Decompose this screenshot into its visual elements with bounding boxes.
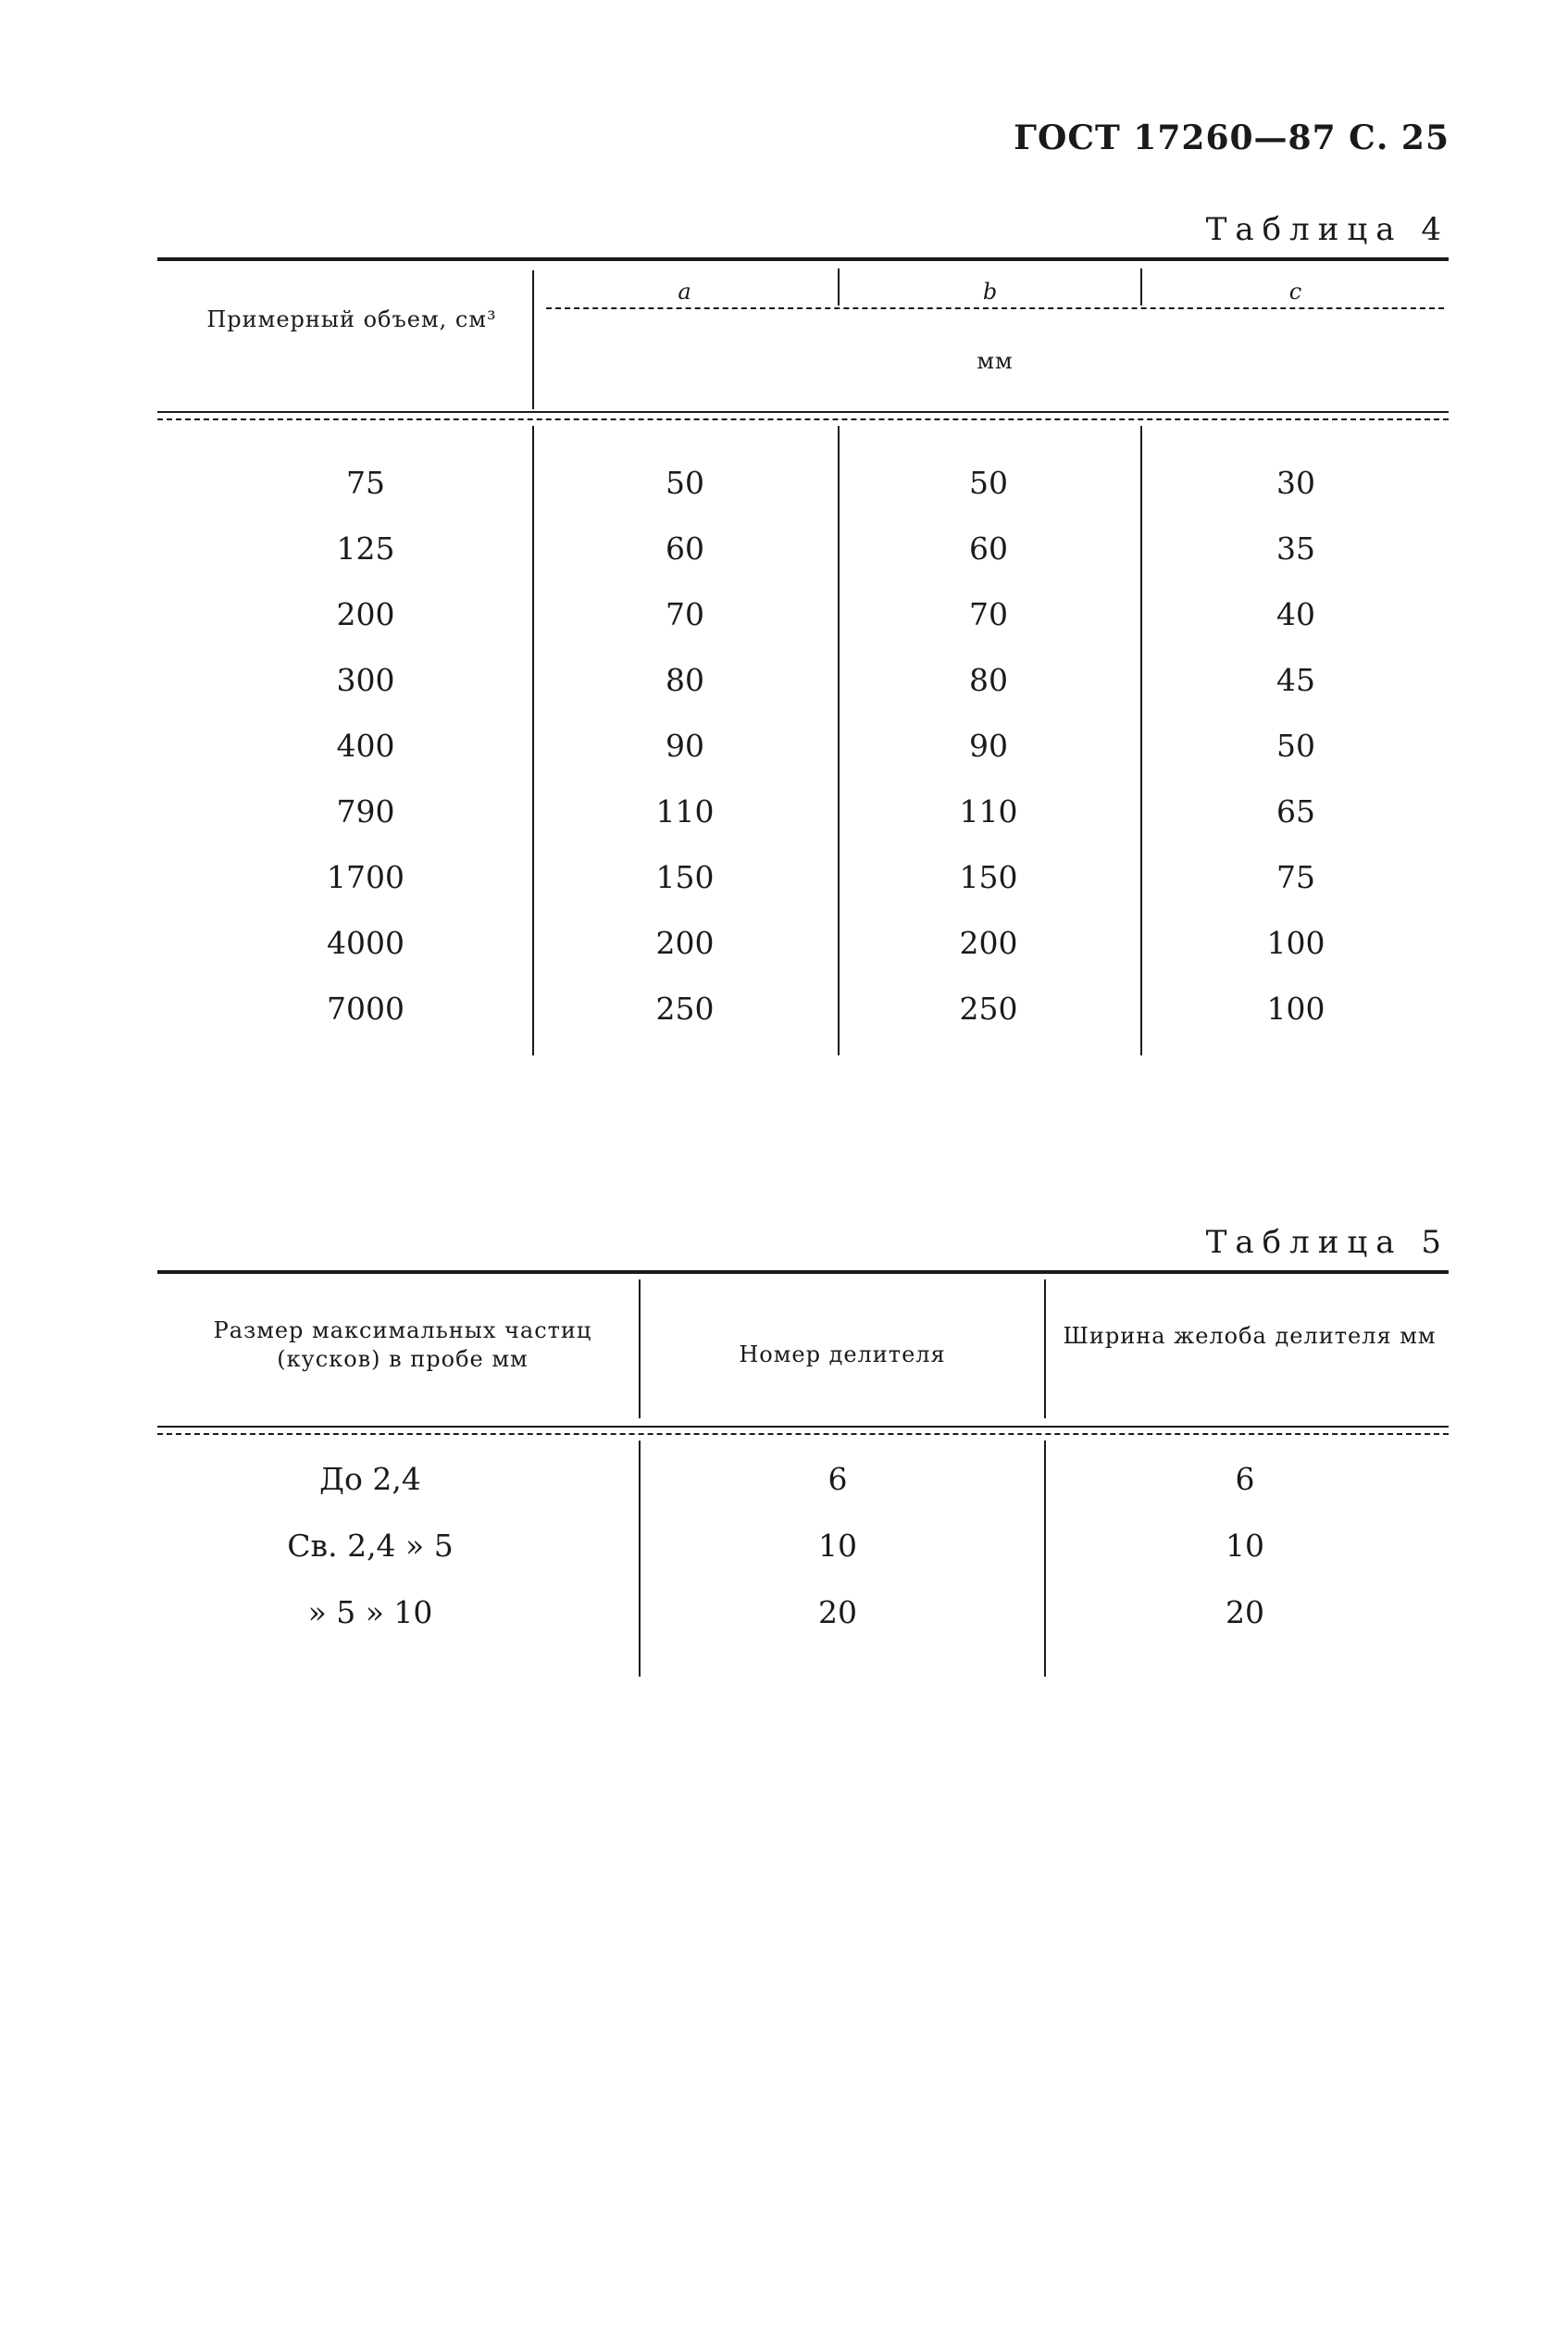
table4-body-vline1 — [532, 426, 534, 1055]
table4-header-unit: мм — [977, 348, 1014, 374]
table4-cell: 150 — [959, 859, 1018, 895]
table4-cell: 60 — [969, 530, 1008, 567]
table5-header-number: Номер делителя — [739, 1341, 946, 1367]
table4-cell: 30 — [1276, 465, 1315, 501]
table5-body-vline2 — [1044, 1441, 1046, 1677]
table4-cell: 75 — [1276, 859, 1315, 895]
table4-cell: 110 — [959, 793, 1018, 830]
table5-header-rule-1 — [157, 1426, 1449, 1428]
table5-header-width: Ширина желоба делителя мм — [1063, 1323, 1437, 1349]
table4-cell: 7000 — [327, 991, 404, 1027]
table4-cell: 250 — [655, 991, 715, 1027]
table5-body-vline1 — [639, 1441, 641, 1677]
table5-cell: 6 — [1235, 1461, 1255, 1497]
table4-cell: 65 — [1276, 793, 1315, 830]
table4-cell: 45 — [1276, 662, 1315, 698]
table4-header-c: c — [1288, 279, 1303, 305]
page-header: ГОСТ 17260—87 С. 25 — [1014, 119, 1450, 157]
table4-cell: 60 — [666, 530, 704, 567]
table4-cell: 4000 — [327, 925, 404, 961]
table4-cell: 100 — [1266, 991, 1325, 1027]
table5-cell: Св. 2,4 » 5 — [287, 1528, 454, 1564]
table4-cell: 70 — [666, 596, 704, 632]
table4-body-vline3 — [1140, 426, 1142, 1055]
table4-header-rule-2 — [157, 418, 1449, 420]
table4-cell: 1700 — [327, 859, 404, 895]
table4-cell: 400 — [336, 728, 395, 764]
table4-cell: 50 — [666, 465, 704, 501]
table4-cell: 70 — [969, 596, 1008, 632]
table5-header-rule-2 — [157, 1433, 1449, 1435]
table4-header-b: b — [982, 279, 999, 305]
table4-header-rule-1 — [157, 411, 1449, 413]
table4-caption: Таблица 4 — [1205, 211, 1450, 248]
table4-cell: 200 — [959, 925, 1018, 961]
table4-cell: 100 — [1266, 925, 1325, 961]
table4-header-vline1 — [532, 270, 534, 409]
table5-top-rule — [157, 1270, 1449, 1274]
table4-cell: 200 — [336, 596, 395, 632]
table4-cell: 80 — [666, 662, 704, 698]
table4-cell: 300 — [336, 662, 395, 698]
table4-cell: 80 — [969, 662, 1008, 698]
table4-cell: 40 — [1276, 596, 1315, 632]
table4-header-vline3 — [1140, 268, 1142, 306]
table4-header-midline — [546, 307, 1444, 309]
table4-cell: 790 — [336, 793, 395, 830]
table5-header-vline1 — [639, 1279, 641, 1418]
table5-cell: 10 — [1226, 1528, 1264, 1564]
table5-cell: 20 — [818, 1594, 857, 1630]
table4-cell: 125 — [336, 530, 395, 567]
table4-cell: 200 — [655, 925, 715, 961]
table4-body-vline2 — [838, 426, 840, 1055]
table4-header-a: a — [678, 279, 692, 305]
table5-header-vline2 — [1044, 1279, 1046, 1418]
table5-header-size: Размер максимальных частиц (кусков) в пробе мм — [213, 1317, 592, 1373]
table5-cell: 10 — [818, 1528, 857, 1564]
table4-cell: 90 — [969, 728, 1008, 764]
table5-cell: » 5 » 10 — [307, 1594, 433, 1630]
table5-cell: До 2,4 — [319, 1461, 421, 1497]
table4-cell: 35 — [1276, 530, 1315, 567]
table4-cell: 50 — [969, 465, 1008, 501]
table4-cell: 75 — [346, 465, 385, 501]
table5-cell: 20 — [1226, 1594, 1264, 1630]
table4-cell: 250 — [959, 991, 1018, 1027]
table4-cell: 50 — [1276, 728, 1315, 764]
table5-cell: 6 — [828, 1461, 848, 1497]
table4-top-rule — [157, 257, 1449, 261]
table4-header-vline2 — [838, 268, 840, 306]
table4-cell: 90 — [666, 728, 704, 764]
table4-cell: 150 — [655, 859, 715, 895]
table5-caption: Таблица 5 — [1205, 1224, 1450, 1261]
table4-header-volume: Примерный объем, см³ — [206, 306, 497, 332]
table4-cell: 110 — [655, 793, 715, 830]
